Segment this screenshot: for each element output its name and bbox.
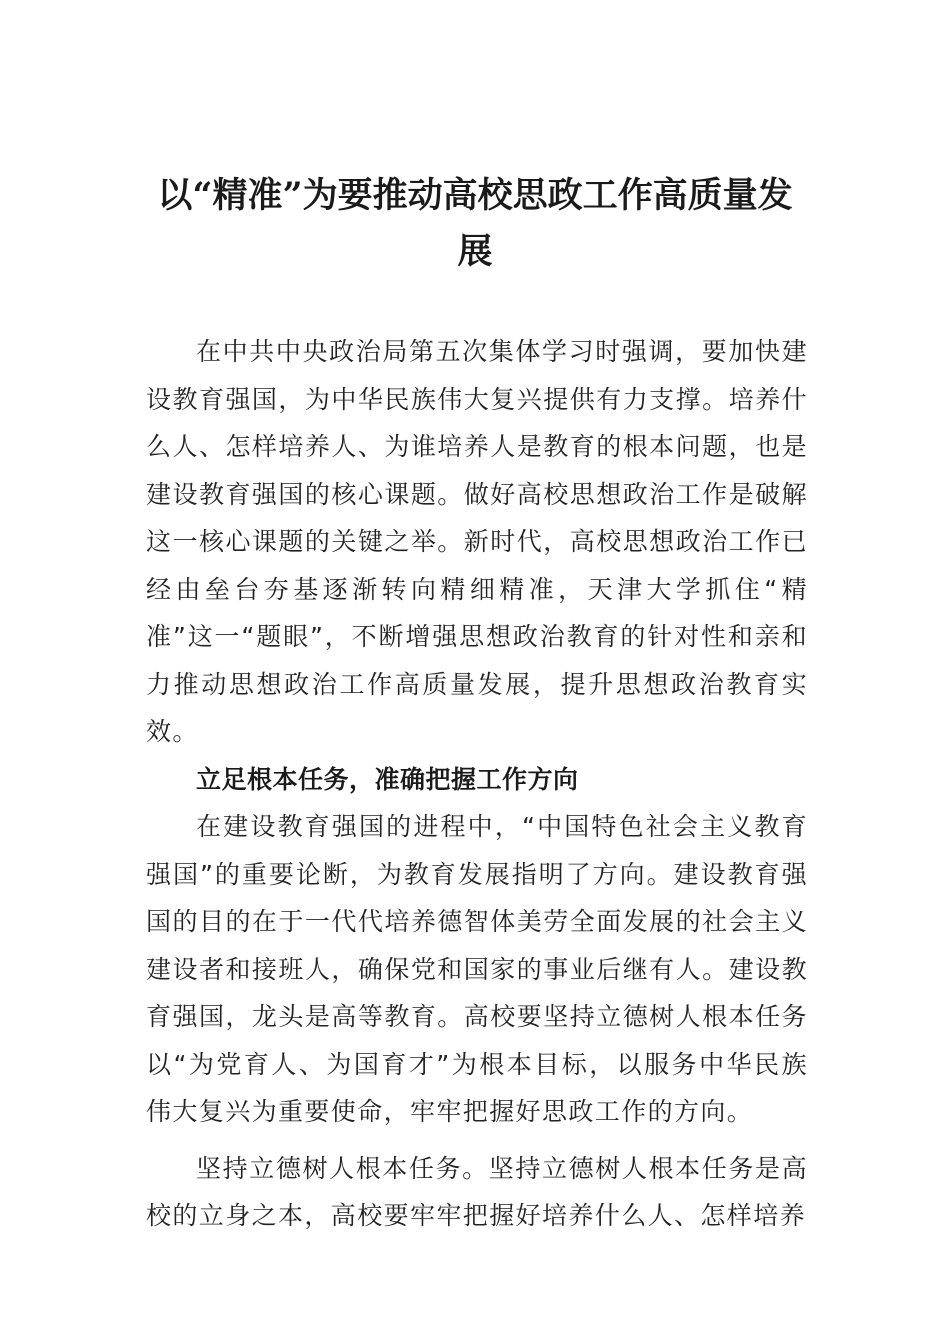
document-title: 以“精准”为要推动高校思政工作高质量发展 [157,175,793,272]
document-body [146,328,808,1240]
paragraph-spacer [146,1136,808,1145]
paragraph-direction: 在建设教育强国的进程中，“中国特色社会主义教育强国”的重要论断，为教育发展指明了方向。建设教育强国的目的在于一代代培养德智体美劳全面发展的社会主义建设者和接班人，确保党和国家的事业后继有人。建设教育强国，龙头是高等教育。高校要坚持立德树人根本任务以“为党育人、为国育才”为根本目标，以服务中华民族伟大复兴为重要使命，牢牢把握好思政工作的方向。 [146,812,808,1126]
section-heading: 立足根本任务，准确把握工作方向 [196,764,579,794]
paragraph-task: 坚持立德树人根本任务。坚持立德树人根本任务是高校的立身之本，高校要牢牢把握好培养什么人、怎样培养 [146,1153,808,1230]
paragraph-intro: 在中共中央政治局第五次集体学习时强调，要加快建设教育强国，为中华民族伟大复兴提供有力支撑。培养什么人、怎样培养人、为谁培养人是教育的根本问题，也是建设教育强国的核心课题。做好高校思想政治工作是破解这一核心课题的关键之举。新时代，高校思想政治工作已经由垒台夯基逐渐转向精细精准，天津大学抓住“精准”这一“题眼”，不断增强思想政治教育的针对性和亲和力推动思想政治工作高质量发展，提升思想政治教育实效。 [146,337,808,746]
